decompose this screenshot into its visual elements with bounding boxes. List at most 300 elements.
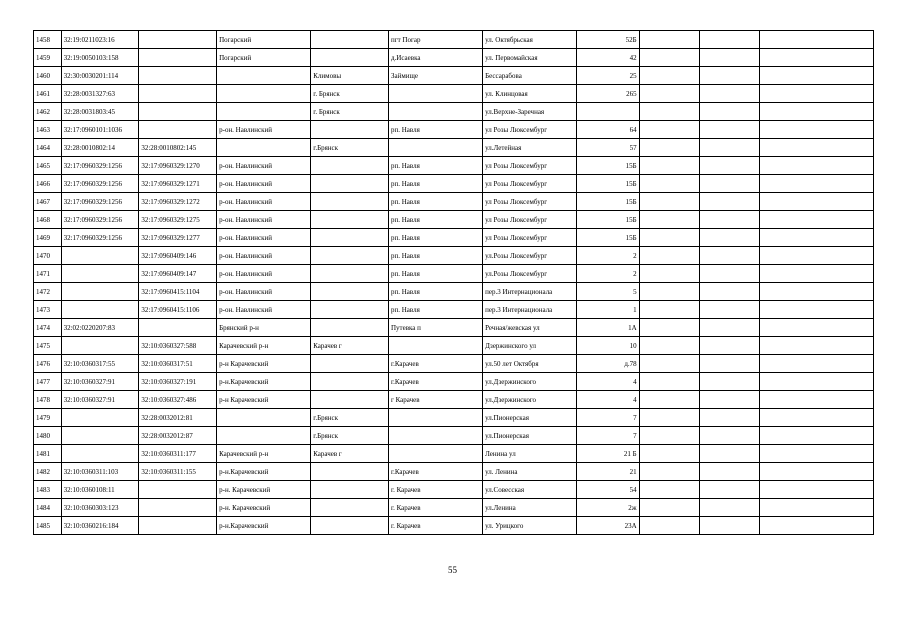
table-cell [700,427,760,445]
table-cell [311,265,389,283]
table-cell: г.Карачев [388,373,482,391]
table-cell: рп. Навля [388,265,482,283]
table-row [34,157,874,175]
table-cell: ул.Летейная [483,139,577,157]
table-cell [217,409,311,427]
table-cell [311,229,389,247]
table-cell: Карачев г [311,337,389,355]
table-cell [139,121,217,139]
table-cell [700,391,760,409]
table-cell [639,481,699,499]
table-cell [760,31,874,49]
table-cell: 4 [577,373,639,391]
table-cell: 32:10:0360327:91 [61,391,139,409]
table-cell [700,337,760,355]
table-cell: 1484 [34,499,62,517]
table-cell: 1466 [34,175,62,193]
table-cell: р-он. Навлинский [217,283,311,301]
table-cell [760,319,874,337]
table-cell: Ленина ул [483,445,577,463]
table-cell [760,175,874,193]
table-cell [639,355,699,373]
table-cell: 1474 [34,319,62,337]
table-cell [700,283,760,301]
table-cell: 1483 [34,481,62,499]
table-cell [700,409,760,427]
table-cell [639,517,699,535]
table-row [34,499,874,517]
table-row [34,139,874,157]
table-cell: ул.Совесская [483,481,577,499]
table-cell [700,463,760,481]
table-cell: ул.Розы Люксембург [483,265,577,283]
table-cell [760,373,874,391]
table-cell: 32:10:0360311:177 [139,445,217,463]
table-cell: 15Б [577,211,639,229]
table-cell: рп. Навля [388,121,482,139]
registry-table [33,30,874,535]
table-cell: р-он. Навлинский [217,211,311,229]
table-cell: рп. Навля [388,175,482,193]
table-cell: ул.Розы Люксембург [483,247,577,265]
table-cell: 1463 [34,121,62,139]
table-cell [639,211,699,229]
table-cell [760,85,874,103]
table-row [34,517,874,535]
table-cell: р-он. Навлинский [217,157,311,175]
table-cell: 23А [577,517,639,535]
table-cell: г.Карачев [388,463,482,481]
table-cell: 1461 [34,85,62,103]
table-cell [700,139,760,157]
table-row [34,265,874,283]
table-cell [700,355,760,373]
table-cell: ул. Первомайская [483,49,577,67]
table-cell: 1482 [34,463,62,481]
table-cell [61,283,139,301]
table-cell: 10 [577,337,639,355]
table-cell [700,103,760,121]
table-cell: р-н. Карачевский [217,499,311,517]
table-cell: 32:10:0360327:486 [139,391,217,409]
table-cell: ул Розы Люксембург [483,211,577,229]
table-cell: рп. Навля [388,229,482,247]
table-cell: ул.Дзержинского [483,373,577,391]
table-cell [760,139,874,157]
table-cell [639,157,699,175]
table-cell [760,409,874,427]
table-row [34,211,874,229]
table-cell: р-он. Навлинский [217,229,311,247]
table-cell: г Карачев [388,391,482,409]
table-cell: 1473 [34,301,62,319]
table-cell [760,265,874,283]
table-cell [639,67,699,85]
table-cell: ул.Пионерская [483,409,577,427]
table-cell: пер.3 Интернационала [483,283,577,301]
table-cell: 1 [577,301,639,319]
table-cell: 32:17:0960329:1270 [139,157,217,175]
table-cell [700,265,760,283]
table-cell: 32:28:0031803:45 [61,103,139,121]
table-cell: 1480 [34,427,62,445]
table-cell [700,229,760,247]
table-cell: рп. Навля [388,283,482,301]
table-cell [61,445,139,463]
table-cell: г. Карачев [388,481,482,499]
table-cell [639,463,699,481]
table-cell: Погарский [217,49,311,67]
table-cell: р-он. Навлинский [217,121,311,139]
table-cell [639,409,699,427]
table-row [34,103,874,121]
table-cell: 32:28:0010802:145 [139,139,217,157]
table-cell: рп. Навля [388,211,482,229]
table-cell: 32:17:0960329:1277 [139,229,217,247]
table-row [34,445,874,463]
table-cell [311,481,389,499]
table-cell [639,121,699,139]
table-cell: Брянский р-н [217,319,311,337]
table-cell: 2 [577,247,639,265]
table-cell: 32:10:0360311:155 [139,463,217,481]
table-cell: ул. Ленина [483,463,577,481]
table-cell [311,247,389,265]
table-cell: 64 [577,121,639,139]
table-cell: ул. Урицкого [483,517,577,535]
table-cell [700,157,760,175]
table-cell: г.Брянск [311,427,389,445]
table-cell [388,337,482,355]
table-cell: д.78 [577,355,639,373]
table-cell [639,103,699,121]
table-cell [61,265,139,283]
table-cell [760,463,874,481]
table-cell [639,85,699,103]
table-cell: 32:28:0032012:81 [139,409,217,427]
table-cell: 25 [577,67,639,85]
table-cell: р-н.Карачевский [217,463,311,481]
table-cell: ул. Клинцовая [483,85,577,103]
table-cell: Дзержинского ул [483,337,577,355]
table-cell: Погарский [217,31,311,49]
table-row [34,391,874,409]
table-cell [388,85,482,103]
table-cell: 32:17:0960329:1256 [61,211,139,229]
table-row [34,85,874,103]
table-cell: г. Брянск [311,103,389,121]
table-cell: рп. Навля [388,193,482,211]
table-row [34,283,874,301]
table-cell: 32:10:0360327:91 [61,373,139,391]
table-cell: 1478 [34,391,62,409]
table-cell: 32:17:0960415:1104 [139,283,217,301]
table-cell: 4 [577,391,639,409]
table-cell [700,49,760,67]
table-cell [639,427,699,445]
table-cell [388,445,482,463]
table-cell: 32:10:0360317:51 [139,355,217,373]
table-cell [760,337,874,355]
table-cell [139,319,217,337]
table-cell [311,499,389,517]
table-cell: 1469 [34,229,62,247]
table-cell: 32:17:0960329:1275 [139,211,217,229]
table-cell [639,373,699,391]
table-cell: 1470 [34,247,62,265]
table-row [34,121,874,139]
table-body [34,31,874,535]
table-cell [760,229,874,247]
table-cell: 32:17:0960415:1106 [139,301,217,319]
table-cell [311,301,389,319]
table-cell: г.Брянск [311,139,389,157]
table-cell [311,121,389,139]
table-cell: 32:17:0960329:1256 [61,157,139,175]
table-cell [760,247,874,265]
table-cell: 54 [577,481,639,499]
table-cell: 32:28:0031327:63 [61,85,139,103]
table-cell: 1479 [34,409,62,427]
table-row [34,481,874,499]
table-cell: 32:17:0960329:1256 [61,193,139,211]
table-cell [61,247,139,265]
table-cell [139,31,217,49]
table-row [34,427,874,445]
table-cell: 32:02:0220207:83 [61,319,139,337]
table-cell [311,355,389,373]
table-cell [700,301,760,319]
table-cell [577,103,639,121]
table-row [34,337,874,355]
table-cell: 15Б [577,157,639,175]
table-cell: Путевка п [388,319,482,337]
table-cell: 1468 [34,211,62,229]
table-cell: 1459 [34,49,62,67]
table-cell: Карачевский р-н [217,445,311,463]
table-cell [311,319,389,337]
table-cell: 1467 [34,193,62,211]
table-cell [760,481,874,499]
table-cell [760,193,874,211]
table-cell: 32:10:0360108:11 [61,481,139,499]
table-cell: 265 [577,85,639,103]
table-cell [639,175,699,193]
table-cell [700,193,760,211]
table-cell: 1471 [34,265,62,283]
table-cell: 32:10:0360327:191 [139,373,217,391]
table-cell [700,499,760,517]
table-cell [139,85,217,103]
table-cell [311,391,389,409]
table-cell [388,103,482,121]
table-cell: 1465 [34,157,62,175]
table-cell [311,193,389,211]
table-cell [760,121,874,139]
table-cell [311,211,389,229]
table-cell: г. Карачев [388,499,482,517]
table-cell [139,481,217,499]
table-cell: Займище [388,67,482,85]
table-row [34,229,874,247]
table-cell [217,139,311,157]
table-cell: д.Исаевка [388,49,482,67]
table-cell: 1472 [34,283,62,301]
table-cell: Карачевский р-н [217,337,311,355]
table-cell [639,247,699,265]
table-cell: 32:28:0010802:14 [61,139,139,157]
table-cell [217,427,311,445]
table-cell: 32:17:0960329:1272 [139,193,217,211]
table-row [34,355,874,373]
table-cell [61,409,139,427]
table-cell [311,175,389,193]
table-cell: 32:19:0211023:16 [61,31,139,49]
table-row [34,301,874,319]
table-cell: р-н Карачевский [217,355,311,373]
table-cell: пгт Погар [388,31,482,49]
table-cell [700,121,760,139]
table-cell: р-н Карачевский [217,391,311,409]
table-cell [311,157,389,175]
table-cell: Речная/жевская ул [483,319,577,337]
table-cell [700,247,760,265]
table-row [34,247,874,265]
table-cell [760,211,874,229]
table-cell: рп. Навля [388,247,482,265]
table-row [34,463,874,481]
table-cell [388,427,482,445]
table-cell: 1481 [34,445,62,463]
table-cell [760,445,874,463]
table-cell: 7 [577,427,639,445]
table-cell [61,337,139,355]
table-cell [217,67,311,85]
table-cell: 15Б [577,229,639,247]
table-cell: 32:19:0050103:158 [61,49,139,67]
table-cell [760,301,874,319]
table-cell: ул.Верхне-Заречная [483,103,577,121]
table-cell: 1462 [34,103,62,121]
table-cell: ул Розы Люксембург [483,157,577,175]
table-cell: рп. Навля [388,157,482,175]
table-cell: 32:10:0360327:588 [139,337,217,355]
table-cell: 15Б [577,175,639,193]
table-cell: 42 [577,49,639,67]
table-cell: 32:17:0960329:1256 [61,229,139,247]
table-cell: р-он. Навлинский [217,193,311,211]
table-cell: р-он. Навлинский [217,301,311,319]
table-cell [311,49,389,67]
table-cell [700,445,760,463]
table-cell: 1А [577,319,639,337]
table-cell [639,193,699,211]
table-cell [760,355,874,373]
table-cell: Карачев г [311,445,389,463]
table-cell [311,373,389,391]
table-cell: 32:30:0030201:114 [61,67,139,85]
table-cell: р-он. Навлинский [217,265,311,283]
table-cell [639,139,699,157]
table-cell: ул Розы Люксембург [483,193,577,211]
table-cell [639,301,699,319]
table-cell [311,463,389,481]
table-cell: 7 [577,409,639,427]
table-cell [388,409,482,427]
table-row [34,31,874,49]
table-cell: 1460 [34,67,62,85]
table-cell: ул.Пионерская [483,427,577,445]
table-cell [700,211,760,229]
table-row [34,319,874,337]
table-cell [700,175,760,193]
table-cell [760,103,874,121]
table-cell [139,67,217,85]
table-cell [139,499,217,517]
table-cell: 21 Б [577,445,639,463]
table-cell [639,319,699,337]
table-cell [639,445,699,463]
table-cell: 1475 [34,337,62,355]
table-cell [388,139,482,157]
table-cell: р-н.Карачевский [217,373,311,391]
table-cell: ул.50 лет Октября [483,355,577,373]
table-cell: 1476 [34,355,62,373]
table-cell [700,373,760,391]
table-cell: ул Розы Люксембург [483,121,577,139]
table-cell [139,49,217,67]
table-row [34,67,874,85]
table-row [34,373,874,391]
table-row [34,193,874,211]
table-cell [760,157,874,175]
table-cell [639,391,699,409]
table-cell: 1464 [34,139,62,157]
table-cell [700,481,760,499]
table-cell: ул.Ленина [483,499,577,517]
table-cell [217,103,311,121]
table-cell: рп. Навля [388,301,482,319]
table-cell [760,283,874,301]
table-cell [700,31,760,49]
table-cell [760,49,874,67]
table-cell: 1485 [34,517,62,535]
table-cell [639,265,699,283]
table-cell: 21 [577,463,639,481]
table-cell: 15Б [577,193,639,211]
table-cell [311,517,389,535]
table-cell: ул Розы Люксембург [483,229,577,247]
page-number: 55 [448,565,457,575]
table-cell: пер.3 Интернационала [483,301,577,319]
table-cell [61,427,139,445]
table-cell: 32:10:0360311:103 [61,463,139,481]
table-cell: г.Карачев [388,355,482,373]
table-cell: г. Брянск [311,85,389,103]
table-cell [700,67,760,85]
table-cell [639,31,699,49]
table-cell: р-н. Карачевский [217,481,311,499]
table-cell: 32:17:0960409:147 [139,265,217,283]
table-cell: 1477 [34,373,62,391]
table-cell: Климовы [311,67,389,85]
table-cell: ул. Октябрьская [483,31,577,49]
table-cell: ул Розы Люксембург [483,175,577,193]
table-cell [700,85,760,103]
table-cell [311,283,389,301]
table-cell [639,283,699,301]
table-cell [760,517,874,535]
